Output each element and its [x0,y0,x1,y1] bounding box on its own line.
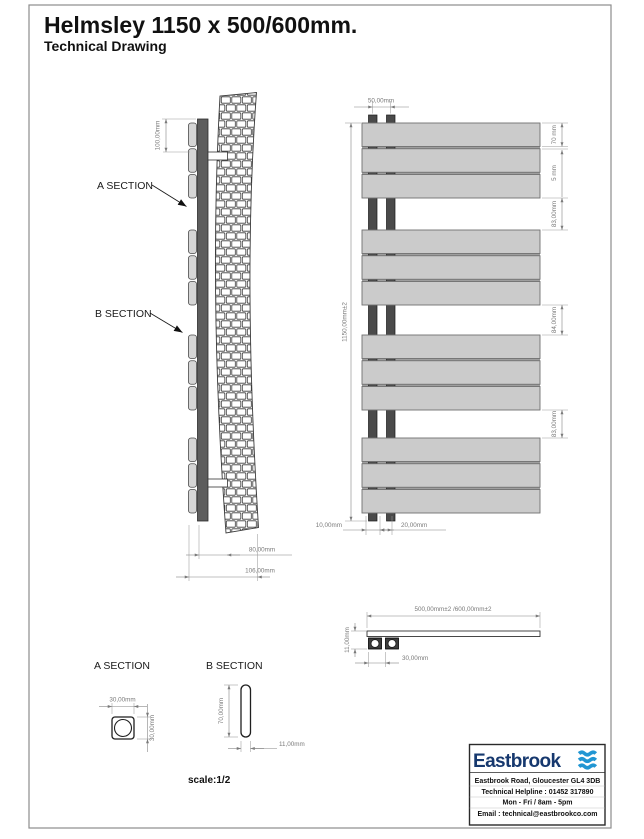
svg-text:30,00mm: 30,00mm [402,655,429,662]
svg-text:83,00mm: 83,00mm [551,200,558,228]
svg-text:50,00mm: 50,00mm [367,97,395,105]
svg-text:11,00mm: 11,00mm [344,627,351,653]
b-section-detail-label: B SECTION [206,660,263,672]
a-section-circle [115,720,132,737]
svg-text:5 mm: 5 mm [551,165,558,181]
svg-text:30,00mm: 30,00mm [109,696,136,704]
svg-text:100,00mm: 100,00mm [154,120,162,151]
svg-text:30,00mm: 30,00mm [149,714,156,742]
svg-text:106,00mm: 106,00mm [245,567,275,575]
top-view [344,606,540,667]
front-view [316,98,568,536]
top-view-panel [367,631,540,637]
dim-top-view-depth [344,623,367,657]
page-subtitle: Technical Drawing [44,38,167,54]
eastbrook-logo: Eastbrook [473,751,561,772]
page-title: Helmsley 1150 x 500/600mm. [44,12,358,38]
wall-bracket-top [208,152,228,160]
info-address: Eastbrook Road, Gloucester GL4 3DB [474,778,601,785]
radiator-side-bar [198,119,209,521]
svg-text:500,00mm±2 /600,00mm±2: 500,00mm±2 /600,00mm±2 [414,606,492,613]
svg-text:83,00mm: 83,00mm [551,410,558,438]
wall-bracket-bottom [208,479,228,487]
info-hours: Mon - Fri / 8am - 5pm [502,799,573,807]
dim-top-view-width [367,606,540,628]
b-section-callout-label: B SECTION [95,308,152,320]
dim-pipe-centres [354,98,409,114]
a-section-callout-label: A SECTION [97,180,154,192]
svg-text:10,00mm: 10,00mm [315,522,342,529]
b-section-callout-arrow [150,313,183,333]
top-view-pipe-right [388,640,396,648]
dim-top-view-offset [355,652,428,667]
top-view-pipe-left [371,640,379,648]
scale-label: scale:1/2 [188,775,231,786]
info-helpline: Technical Helpline : 01452 317890 [481,789,594,796]
dim-right-stack [542,123,568,438]
dim-bottom-connections [316,516,446,535]
svg-text:11,00mm: 11,00mm [279,741,305,748]
svg-text:84,00mm: 84,00mm [551,306,558,334]
side-panel-tabs [189,123,197,513]
info-box [470,745,606,826]
info-email: Email : technical@eastbrookco.com [477,811,598,818]
svg-text:20,00mm: 20,00mm [401,522,428,529]
svg-text:80,00mm: 80,00mm [248,546,276,554]
a-section-callout-arrow [152,185,187,207]
b-section-detail [206,660,305,752]
a-section-detail [94,660,156,752]
svg-text:70 mm: 70 mm [551,125,558,145]
svg-text:1150,00mm±2: 1150,00mm±2 [341,302,349,342]
side-view [95,93,292,582]
a-section-detail-label: A SECTION [94,660,151,672]
svg-text:70,00mm: 70,00mm [218,697,225,725]
b-section-oval [241,685,251,737]
